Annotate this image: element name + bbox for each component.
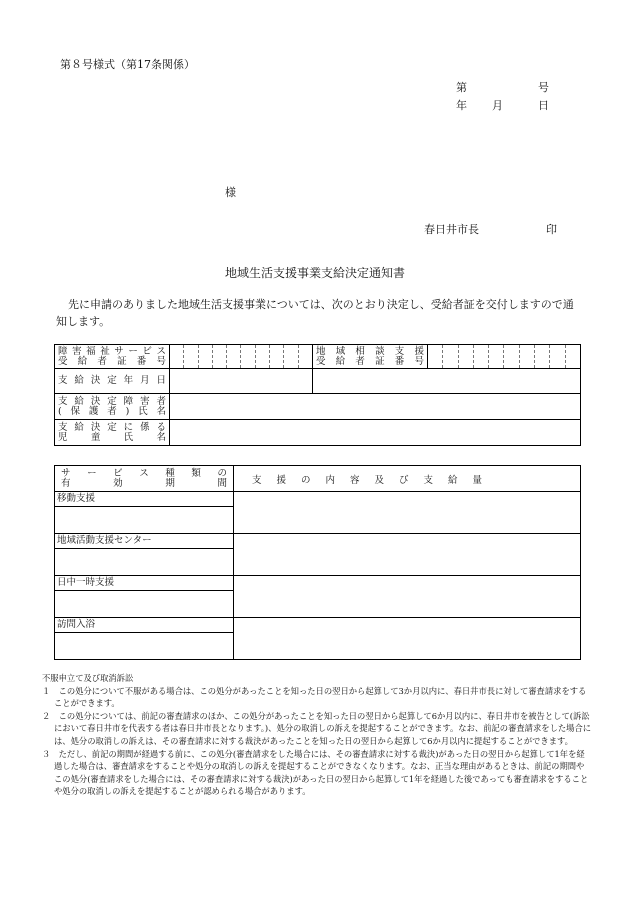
person-name-label: 支給決定障害者 (保護者)氏名: [55, 394, 170, 420]
service-name: 地域活動支援センター: [55, 534, 233, 549]
date-day: 日: [538, 99, 549, 112]
consult-number-boxes[interactable]: [428, 345, 581, 369]
seal-mark: 印: [546, 223, 557, 236]
cert-number-label: 障害福祉サービス 受給者証番号: [55, 345, 170, 369]
service-cell: [55, 492, 234, 534]
support-content-header: 支援の内容及び支給量: [234, 466, 581, 492]
decision-date-value[interactable]: [170, 369, 313, 394]
issuer: 春日井市長: [424, 223, 479, 236]
service-name: 移動支援: [55, 492, 233, 507]
service-amount[interactable]: [234, 618, 581, 660]
service-name: 訪問入浴: [55, 618, 233, 633]
consult-number-label: 地域相談支援 受給者証番号: [313, 345, 428, 369]
service-table: [54, 465, 581, 660]
document-title: 地域生活支援事業支給決定通知書: [224, 266, 405, 280]
date-year: 年: [456, 99, 467, 112]
service-amount[interactable]: [234, 534, 581, 576]
service-row: [55, 534, 581, 576]
note-item-3: ３ ただし、前記の期間が経過する前に、この処分(審査請求をした場合には、その審査請求に対する裁決)があった日の翌日から起算して1年を経過した場合は、審査請求をすることや処分の取消しの訴えを提起することができなくなります。なお、正当な理由があるときは、前記の期間やこの処分(審査請求をした場合には、その審査請求に対する裁決)があった日の翌日から起算して1年を経過した後であっても審査請求をすることや処分の取消しの訴えを提起することが認められる場合があります。: [42, 748, 589, 797]
note-item-1: １ この処分について不服がある場合は、この処分があったことを知った日の翌日から起算して3か月以内に、春日井市長に対して審査請求をすることができます。: [42, 685, 587, 709]
decision-date-label: 支給決定年月日: [55, 369, 170, 394]
number-suffix: 号: [538, 81, 549, 94]
service-type-header: サービス種類の 有効期間: [55, 466, 234, 492]
service-row: [55, 492, 581, 534]
service-amount[interactable]: [234, 576, 581, 618]
form-label: 第８号様式（第17条関係）: [60, 58, 195, 71]
notes-heading: 不服申立て及び取消訴訟: [42, 673, 134, 683]
service-row: [55, 576, 581, 618]
note-item-2: ２ この処分については、前記の審査請求のほか、この処分があったことを知った日の翌日から起算して6か月以内に、春日井市を被告として(訴訟において春日井市を代表する者は春日井市長となります。)、処分の取消しの訴えを提起することができます。なお、前記の審査請求をした場合には、処分の取消しの訴えは、その審査請求に対する裁決があったことを知った日の翌日から起算して6か月以内に提起することができます。: [42, 710, 592, 746]
cert-number-boxes[interactable]: [170, 345, 313, 369]
addressee-suffix: 様: [225, 186, 236, 199]
person-name-value[interactable]: [170, 394, 581, 420]
decision-date-blank: [313, 369, 581, 394]
intro-text: 先に申請のありました地域生活支援事業については、次のとおり決定し、受給者証を交付しますので通知します。: [56, 298, 574, 328]
service-cell: [55, 576, 234, 618]
service-amount[interactable]: [234, 492, 581, 534]
service-row: [55, 618, 581, 660]
service-cell: [55, 618, 234, 660]
service-cell: [55, 534, 234, 576]
date-month: 月: [492, 99, 503, 112]
number-prefix: 第: [456, 81, 467, 94]
appeal-notes: [42, 672, 592, 798]
child-name-value[interactable]: [170, 420, 581, 446]
recipient-table: [54, 344, 581, 446]
child-name-label: 支給決定に係る 児童氏名: [55, 420, 170, 446]
service-name: 日中一時支援: [55, 576, 233, 591]
